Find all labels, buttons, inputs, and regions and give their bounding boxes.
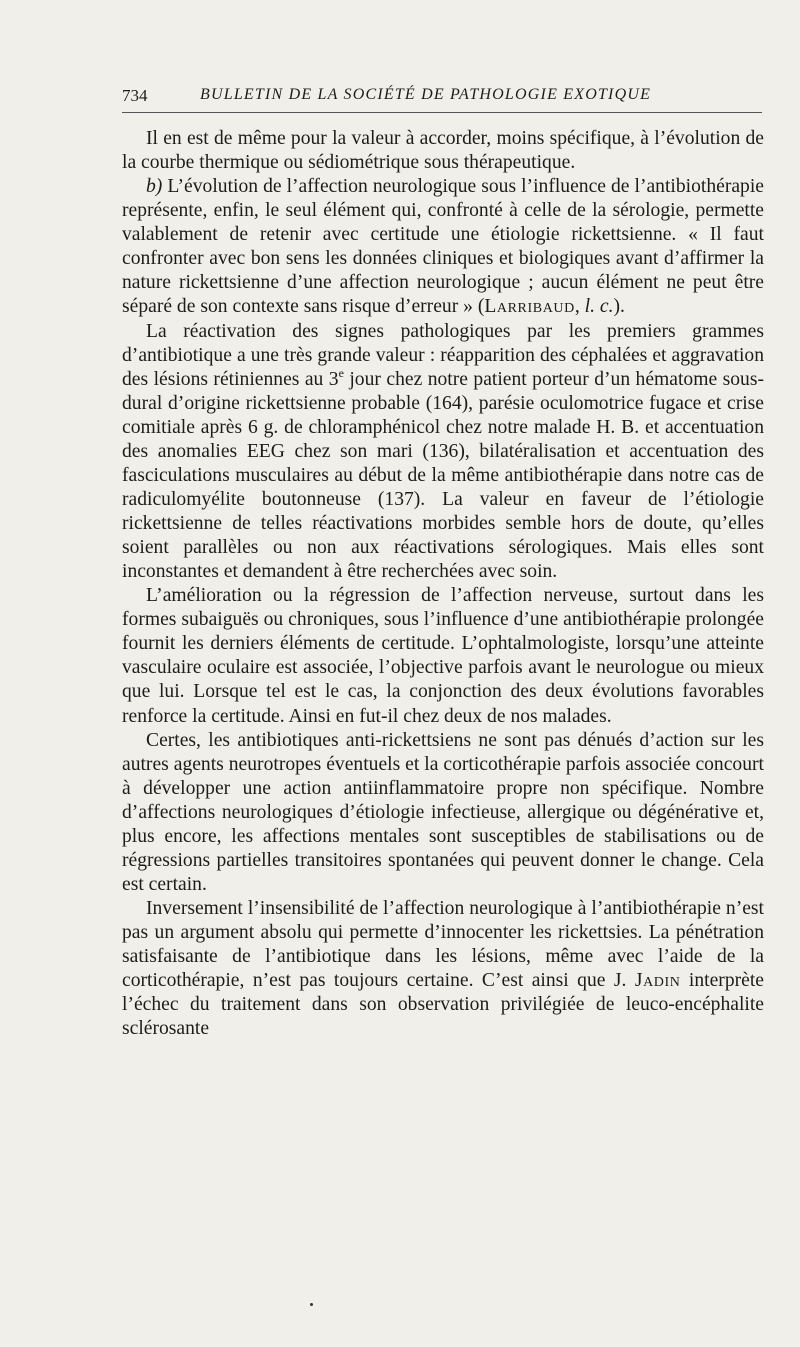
- paragraph: [122, 127, 764, 175]
- paragraph-text: La réactivation des signes pathologiques par les premiers grammes d’antibiotique a une très grande valeur : réapparition des céphalées et aggravation des lésions rétiniennes au 3: [122, 320, 764, 390]
- paragraph: [122, 584, 764, 728]
- citation-ref: l. c.: [584, 296, 614, 318]
- paragraph: [122, 729, 764, 897]
- paragraph-text: Certes, les antibiotiques anti-rickettsiens ne sont pas dénués d’action sur les autres agents neurotropes éventuels et la corticothérapie parfois associée concourt à développer une action antiinflammatoire propre non spécifique. Nombre d’affections neurologiques d’étiologie infectieuse, allergique ou dégénérative et, plus encore, les affections mentales sont susceptibles de stabilisations ou de régressions partielles transitoires spontanées qui peuvent donner le change. Cela est certain.: [122, 729, 764, 895]
- punctuation: ,: [574, 296, 585, 318]
- author-name: Jadin: [634, 970, 681, 992]
- page-header: [122, 86, 762, 113]
- paragraph-text: L’évolution de l’affection neurologique sous l’influence de l’antibiothérapie représente, enfin, le seul élément qui, confronté à celle de la sérologie, permette valablement de retenir avec certitude une étiologie rickettsienne. « Il faut confronter avec bon sens les données cliniques et biologiques avant d’affirmer la nature rickettsienne d’une affection neurologique ; aucun élément ne peut être séparé de son contexte sans risque d’erreur » (: [122, 176, 764, 318]
- paragraph-text: Inversement l’insensibilité de l’affection neurologique à l’antibiothérapie n’est pas un argument absolu qui permette d’innocenter les rickettsies. La pénétration satisfaisante de l’antibiotique dans les lésions, même avec l’aide de la corticothérapie, n’est pas toujours certaine. C’est ainsi que J.: [122, 898, 764, 992]
- punctuation: ).: [613, 296, 625, 318]
- paragraph-text: L’amélioration ou la régression de l’affection nerveuse, surtout dans les formes subaiguës ou chroniques, sous l’influence d’une antibiothérapie prolongée fournit les derniers éléments de certitude. L’ophtalmologiste, lorsqu’une atteinte vasculaire oculaire est associée, l’objective parfois avant le neurologue ou mieux que lui. Lorsque tel est le cas, la conjonction des deux évolutions favorables renforce la certitude. Ainsi en fut-il chez deux de nos malades.: [122, 585, 764, 727]
- paragraph-text: Il en est de même pour la valeur à accorder, moins spécifique, à l’évolution de la courbe thermique ou sédiométrique sous thérapeutique.: [122, 128, 764, 174]
- page-number: 734: [122, 86, 148, 105]
- paragraph: [122, 897, 764, 1041]
- paragraph: [122, 320, 764, 585]
- paragraph: [122, 175, 764, 319]
- paragraph-text: interprète l’échec du traitement dans son observation privilégiée de leuco-encéphalite sclérosante: [122, 970, 764, 1040]
- body-text: [122, 127, 764, 1041]
- author-name: Larribaud: [484, 296, 575, 318]
- paragraph-text: jour chez notre patient porteur d’un hématome sous-dural d’origine rickettsienne probable (164), parésie oculomotrice fugace et crise comitiale après 6 g. de chloramphénicol chez notre malade H. B. et accentuation des anomalies EEG chez son mari (136), bilatéralisation et accentuation des fasciculations musculaires au début de la même antibiothérapie dans notre cas de radiculomyélite boutonneuse (137). La valeur en faveur de l’étiologie rickettsienne de telles réactivations morbides semble hors de doute, qu’elles soient parallèles ou non aux réactivations sérologiques. Mais elles sont inconstantes et demandent à être recherchées avec soin.: [122, 368, 764, 583]
- superscript: e: [338, 365, 344, 380]
- running-head: BULLETIN DE LA SOCIÉTÉ DE PATHOLOGIE EXOTIQUE: [200, 86, 652, 103]
- list-label: b): [146, 176, 163, 198]
- ink-speck: [310, 1303, 313, 1306]
